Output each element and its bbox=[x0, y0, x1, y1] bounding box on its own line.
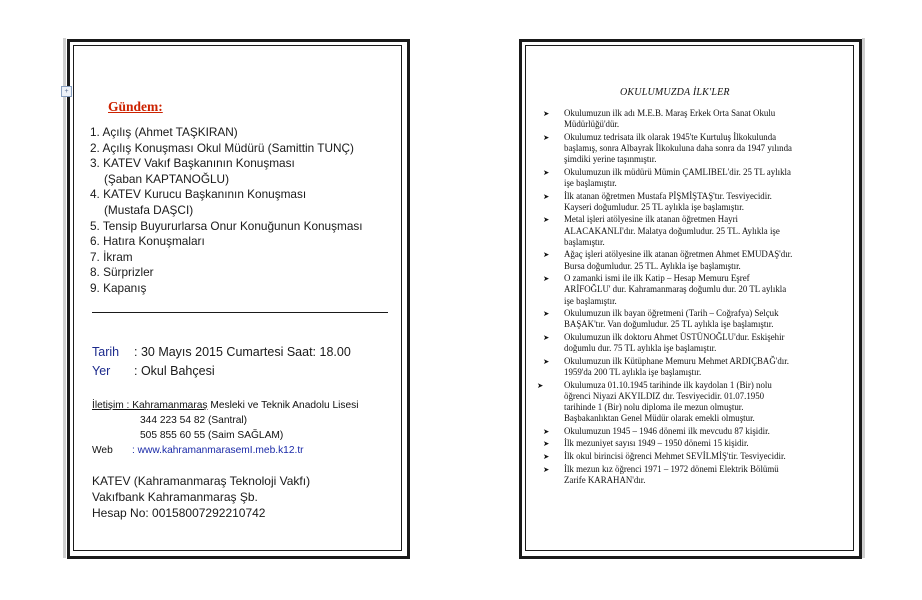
firsts-item-line: ALACAKANLI'dır. Malatya doğumludur. 25 TL. Aylıkla işe bbox=[564, 225, 780, 236]
firsts-item-line: ➤ Ağaç işleri atölyesine ilk atanan öğretmen Ahmet EMUDAŞ'dır. bbox=[564, 249, 793, 260]
firsts-item-line: ➤ Okulumuzun ilk bayan öğretmeni (Tarih – Coğrafya) Selçuk bbox=[564, 308, 779, 319]
agenda-item: 7. İkram bbox=[90, 249, 133, 264]
firsts-item-line: başlamış, sonra Albayrak İlkokuluna daha sonra da 1947 yılında bbox=[564, 143, 792, 153]
phone-2: 505 855 60 55 (Saim SAĞLAM) bbox=[140, 430, 284, 441]
firsts-item-line: ➤ Okulumuzun ilk adı M.E.B. Maraş Erkek Orta Sanat Okulu bbox=[564, 108, 776, 118]
firsts-item bbox=[543, 464, 848, 486]
divider-line bbox=[92, 312, 388, 313]
firsts-item bbox=[543, 108, 848, 130]
place-label: Yer bbox=[92, 364, 111, 378]
agenda-item: 1. Açılış (Ahmet TAŞKIRAN) bbox=[90, 125, 238, 139]
firsts-item-line: ➤ İlk mezun kız öğrenci 1971 – 1972 dönemi Elektrik Bölümü bbox=[564, 463, 779, 474]
firsts-item bbox=[543, 426, 848, 437]
firsts-item-line: ➤ Metal işleri atölyesine ilk atanan öğretmen Hayri bbox=[564, 214, 738, 225]
katev-line-2: Vakıfbank Kahramanmaraş Şb. bbox=[92, 490, 258, 504]
contact-line bbox=[92, 400, 359, 411]
firsts-item bbox=[543, 451, 848, 462]
firsts-item-line: Zarife KARAHAN'dır. bbox=[564, 474, 646, 485]
agenda-item: 2. Açılış Konuşması Okul Müdürü (Samittin TUNÇ) bbox=[90, 140, 354, 155]
firsts-item-line: BAŞAK'tır. Van doğumludur. 25 TL aylıkla işe başlamıştır. bbox=[564, 319, 774, 330]
katev-line-1: KATEV (Kahramanmaraş Teknoloji Vakfı) bbox=[92, 474, 311, 488]
firsts-item-line: ➤ Okulumuzun ilk Kütüphane Memuru Mehmet ARDIÇBAĞ'dır. bbox=[564, 355, 789, 366]
firsts-item-line: 1959'da 200 TL aylıkla işe başlamıştır. bbox=[564, 366, 702, 377]
firsts-item bbox=[543, 167, 848, 189]
firsts-item-line: tarihinde 1 (Bir) nolu diploma ile mezun olmuştur. bbox=[564, 401, 744, 412]
firsts-item bbox=[543, 249, 848, 271]
agenda-list bbox=[90, 125, 363, 297]
firsts-item bbox=[543, 132, 848, 166]
firsts-item-line: ➤ O zamanki ismi ile ilk Katip – Hesap Memuru Eşref bbox=[564, 273, 750, 284]
firsts-item-line: ➤ Okulumuzun 1945 – 1946 dönemi ilk mevcudu 87 kişidir. bbox=[564, 425, 770, 436]
firsts-item-line: ➤ İlk mezuniyet sayısı 1949 – 1950 dönemi 15 kişidir. bbox=[564, 438, 749, 449]
firsts-item bbox=[543, 308, 848, 330]
agenda-item: 8. Sürprizler bbox=[90, 265, 154, 280]
contact-label: İletişim : Kahramanmaraş bbox=[92, 400, 208, 411]
firsts-item bbox=[543, 332, 848, 354]
page-edge-left bbox=[63, 38, 66, 558]
firsts-item-line: ➤ Okulumuzun ilk doktoru Ahmet ÜSTÜNOĞLU'dur. Eskişehir bbox=[564, 331, 785, 342]
date-label: Tarih bbox=[92, 345, 120, 359]
firsts-item bbox=[543, 191, 848, 213]
firsts-item bbox=[543, 214, 848, 248]
page-edge-right bbox=[862, 38, 865, 558]
agenda-item-sub: (Mustafa DAŞCI) bbox=[104, 202, 194, 217]
web-label: Web bbox=[92, 445, 113, 456]
firsts-item-line: ➤ Okulumuza 01.10.1945 tarihinde ilk kaydolan 1 (Bir) nolu bbox=[564, 379, 772, 390]
date-line bbox=[92, 345, 351, 359]
table-anchor-icon[interactable]: + bbox=[61, 86, 72, 97]
firsts-item-line: ➤ İlk okul birincisi öğrenci Mehmet SEVİLMİŞ'tir. Tesviyecidir. bbox=[564, 450, 786, 461]
date-value: : 30 Mayıs 2015 Cumartesi Saat: 18.00 bbox=[134, 345, 351, 359]
firsts-item-line: ARİFOĞLU' dur. Kahramanmaraş doğumlu dur. 20 TL aylıkla bbox=[564, 284, 787, 295]
agenda-item: 9. Kapanış bbox=[90, 280, 147, 295]
place-value: : Okul Bahçesi bbox=[134, 364, 215, 378]
firsts-item-line: şimdiki yerine taşınmıştır. bbox=[564, 154, 657, 165]
place-line bbox=[92, 364, 215, 378]
firsts-item-line: öğrenci Niyazi AKYILDIZ dır. Tesviyecidir. 01.07.1950 bbox=[564, 390, 765, 401]
firsts-item bbox=[543, 273, 848, 307]
firsts-item-line: başlamıştır. bbox=[564, 236, 605, 247]
katev-line-3: Hesap No: 00158007292210742 bbox=[92, 506, 266, 520]
phone-1: 344 223 54 82 (Santral) bbox=[140, 415, 248, 426]
web-link[interactable]: : www.kahramanmarasemI.meb.k12.tr bbox=[132, 445, 304, 456]
firsts-item-line: Başbakanlıktan Genel Müdür olarak emekli olmuştur. bbox=[564, 413, 755, 424]
gundem-title: Gündem: bbox=[108, 99, 163, 114]
agenda-item: 6. Hatıra Konuşmaları bbox=[90, 234, 205, 249]
firsts-item-line: doğumlu dur. 75 TL aylıkla işe başlamıştır. bbox=[564, 343, 717, 354]
firsts-item-line: ➤ Okulumuz tedrisata ilk olarak 1945'te Kurtuluş İlkokulunda bbox=[564, 131, 777, 142]
agenda-item: 4. KATEV Kurucu Başkanının Konuşması bbox=[90, 187, 307, 202]
firsts-item-line: Bursa doğumludur. 25 TL. Aylıkla işe başlamıştır. bbox=[564, 260, 741, 271]
firsts-item-line: ➤ Okulumuzun ilk müdürü Mümin ÇAMLIBEL'dir. 25 TL aylıkla bbox=[564, 166, 791, 177]
firsts-item-line: Müdürlüğü'dür. bbox=[564, 119, 620, 130]
firsts-item bbox=[537, 380, 848, 425]
agenda-item-sub: (Şaban KAPTANOĞLU) bbox=[104, 171, 230, 186]
contact-school: Mesleki ve Teknik Anadolu Lisesi bbox=[207, 400, 359, 411]
firsts-item-line: Kayseri doğumludur. 25 TL aylıkla işe başlamıştır. bbox=[564, 201, 744, 212]
web-line bbox=[92, 445, 304, 456]
firsts-item-line: işe başlamıştır. bbox=[564, 178, 617, 188]
firsts-item-line: ➤ İlk atanan öğretmen Mustafa PİŞMİŞTAŞ'tır. Tesviyecidir. bbox=[564, 190, 772, 201]
firsts-item-line: işe başlamıştır. bbox=[564, 295, 617, 306]
firsts-title: OKULUMUZDA İLK'LER bbox=[620, 87, 730, 98]
agenda-item: 5. Tensip Buyururlarsa Onur Konuğunun Konuşması bbox=[90, 218, 363, 233]
agenda-item: 3. KATEV Vakıf Başkanının Konuşması bbox=[90, 156, 295, 171]
firsts-item bbox=[543, 356, 848, 378]
firsts-item bbox=[543, 438, 848, 449]
firsts-list bbox=[543, 108, 848, 487]
